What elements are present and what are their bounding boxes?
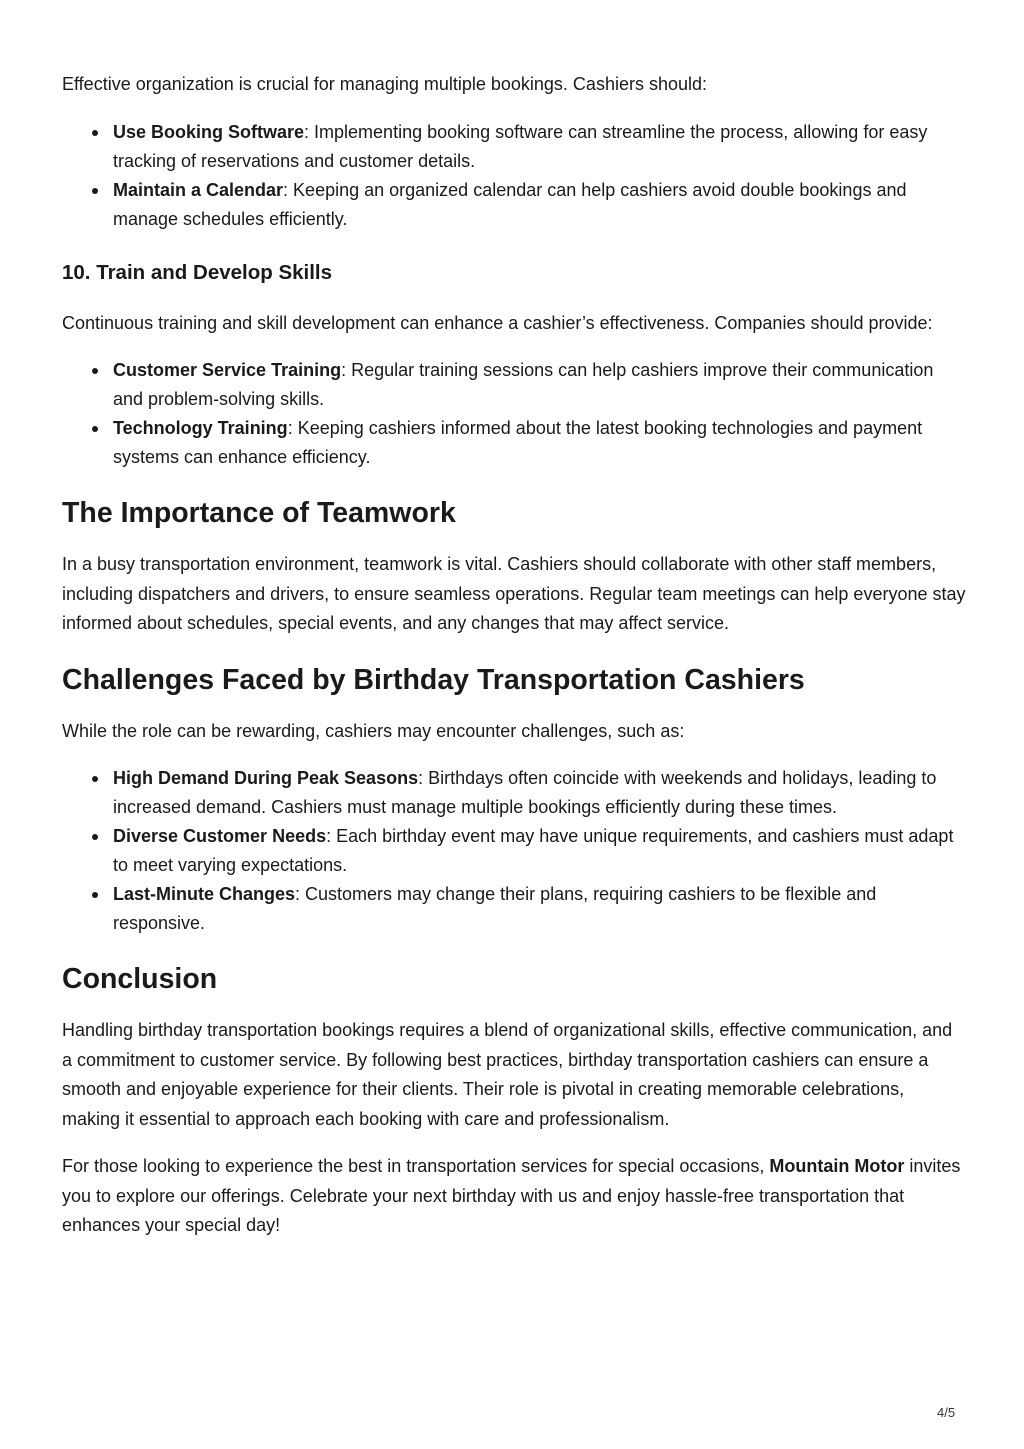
page-number: 4/5 (937, 1405, 956, 1420)
list-item (62, 822, 967, 880)
list-item-term: High Demand During Peak Seasons (113, 768, 419, 788)
closing-text-end: invites you to explore our offerings. Celebrate your next birthday with us and enjoy hassle-free transportation that enhances your special day! (62, 1156, 961, 1235)
list-item-text: : Implementing booking software can streamline the process, allowing for easy tracking of reservations and customer details. (113, 121, 928, 171)
brand-name: Mountain Motor (769, 1156, 905, 1176)
list-item-term: Use Booking Software (113, 121, 305, 142)
organization-list (62, 118, 967, 234)
list-item-term: Technology Training (113, 418, 288, 438)
training-list (62, 356, 967, 472)
list-item (62, 176, 967, 234)
list-item-term: Last-Minute Changes (113, 884, 296, 904)
challenges-heading: Challenges Faced by Birthday Transportation Cashiers (62, 663, 805, 696)
list-item-text: : Regular training sessions can help cashiers improve their communication and problem-solving skills. (113, 360, 934, 409)
intro-paragraph: Effective organization is crucial for managing multiple bookings. Cashiers should: (62, 74, 708, 94)
challenges-paragraph: While the role can be rewarding, cashiers may encounter challenges, such as: (62, 720, 685, 741)
teamwork-heading: The Importance of Teamwork (62, 497, 456, 529)
list-item-term: Maintain a Calendar (113, 179, 284, 200)
list-item-text: : Birthdays often coincide with weekends and holidays, leading to increased demand. Cashiers must manage multiple bookings efficiently during these times. (113, 768, 937, 817)
list-item-text: : Customers may change their plans, requiring cashiers to be flexible and responsive. (113, 884, 877, 933)
conclusion-paragraph: Handling birthday transportation bookings requires a blend of organizational skills, effective communication, and a commitment to customer service. By following best practices, birthday transportation cashiers can ensure a smooth and enjoyable experience for their clients. Their role is pivotal in creating memorable celebrations, making it essential to approach each booking with care and professionalism. (62, 1020, 953, 1129)
closing-paragraph (62, 1152, 967, 1241)
list-item-text: : Keeping an organized calendar can help cashiers avoid double bookings and manage schedules efficiently. (113, 179, 907, 229)
conclusion-heading: Conclusion (62, 963, 218, 995)
section-10-heading: 10. Train and Develop Skills (62, 260, 333, 284)
challenges-list (62, 764, 967, 938)
list-item-text: : Each birthday event may have unique requirements, and cashiers must adapt to meet varying expectations. (113, 826, 954, 875)
list-item (62, 880, 967, 938)
closing-text-start: For those looking to experience the best in transportation services for special occasions, (62, 1156, 770, 1176)
list-item-term: Customer Service Training (113, 360, 342, 380)
list-item (62, 356, 967, 414)
section-10-paragraph: Continuous training and skill development can enhance a cashier’s effectiveness. Companies should provide: (62, 312, 933, 333)
document-page (62, 70, 967, 1241)
list-item-term: Diverse Customer Needs (113, 826, 327, 846)
list-item-text: : Keeping cashiers informed about the latest booking technologies and payment systems can enhance efficiency. (113, 418, 923, 467)
teamwork-paragraph: In a busy transportation environment, teamwork is vital. Cashiers should collaborate with other staff members, including dispatchers and drivers, to ensure seamless operations. Regular team meetings can help everyone stay informed about schedules, special events, and any changes that may affect service. (62, 554, 966, 633)
list-item (62, 118, 967, 176)
list-item (62, 764, 967, 822)
list-item (62, 414, 967, 472)
